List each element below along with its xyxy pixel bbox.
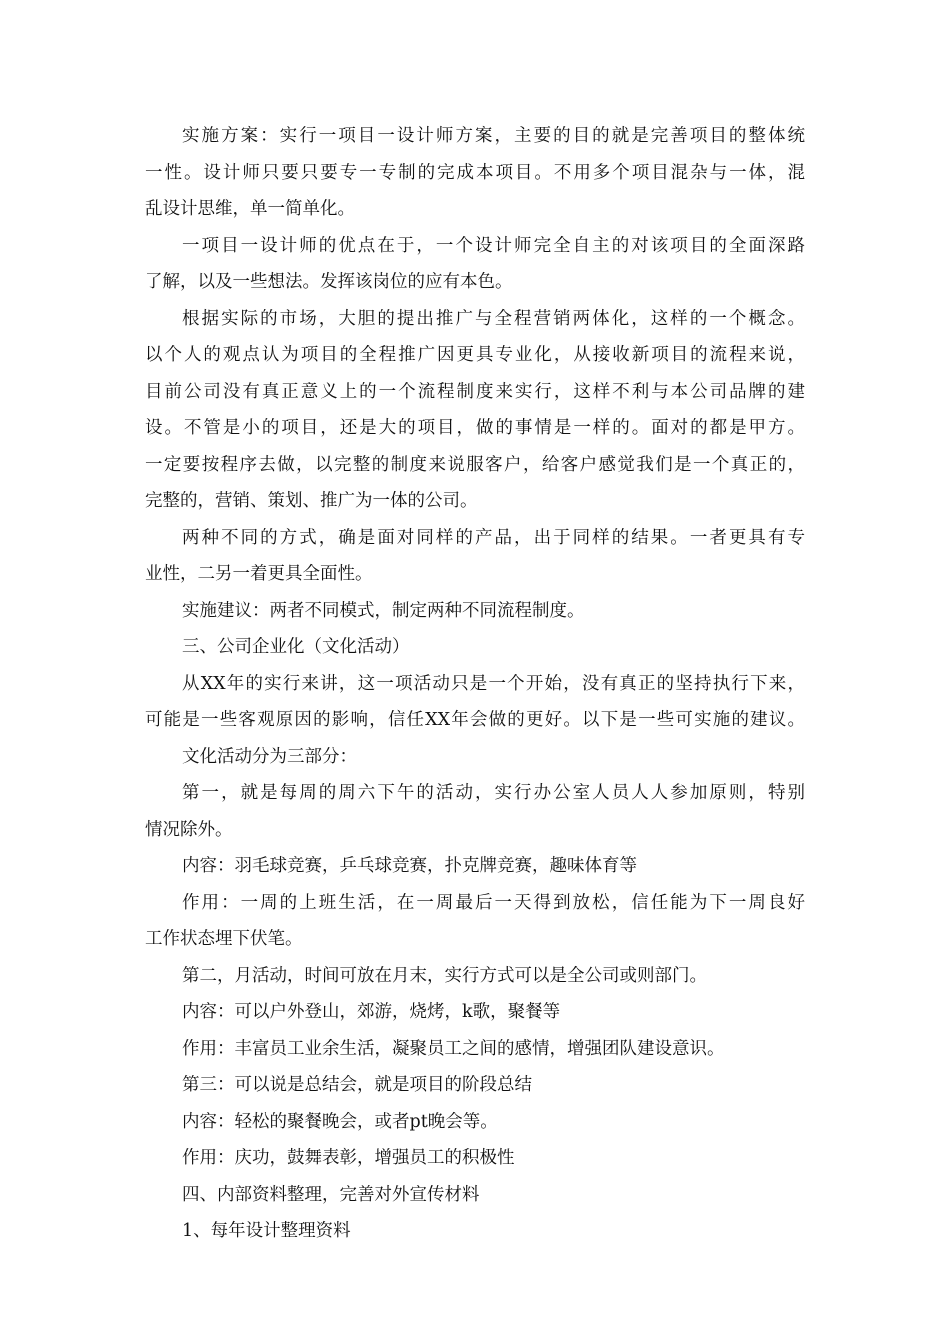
paragraph-line: 实施建议：两者不同模式，制定两种不同流程制度。 — [182, 600, 585, 621]
section-heading: 三、公司企业化（文化活动） — [182, 637, 410, 657]
paragraph-line: 工作状态埋下伏笔。 — [145, 929, 303, 949]
paragraph-line: 第二，月活动，时间可放在月末，实行方式可以是全公司或则部门。 — [182, 965, 707, 986]
paragraph-line: 设。不管是小的项目，还是大的项目，做的事情是一样的。面对的都是甲方。 — [145, 418, 805, 438]
paragraph-line: 一项目一设计师的优点在于，一个设计师完全自主的对该项目的全面深路 — [182, 235, 805, 256]
paragraph-line: 以个人的观点认为项目的全程推广因更具专业化，从接收新项目的流程来说， — [145, 345, 805, 365]
paragraph-line: 作用：一周的上班生活，在一周最后一天得到放松，信任能为下一周良好 — [182, 892, 805, 913]
paragraph-line: 情况除外。 — [145, 819, 233, 840]
paragraph-line: 业性，二另一着更具全面性。 — [145, 564, 373, 584]
paragraph-line: 内容：可以户外登山，郊游，烧烤，k歌，聚餐等 — [182, 1002, 561, 1022]
paragraph-line: 可能是一些客观原因的影响，信任XX年会做的更好。以下是一些可实施的建议。 — [145, 710, 805, 730]
paragraph-line: 目前公司没有真正意义上的一个流程制度来实行，这样不利与本公司品牌的建 — [145, 381, 805, 402]
paragraph-line: 文化活动分为三部分： — [182, 746, 357, 767]
paragraph-line: 完整的，营销、策划、推广为一体的公司。 — [145, 491, 478, 511]
paragraph-line: 作用：丰富员工业余生活，凝聚员工之间的感情，增强团队建设意识。 — [182, 1038, 725, 1059]
paragraph-line: 内容：羽毛球竞赛，乒乓球竞赛，扑克牌竞赛，趣味体育等 — [182, 856, 637, 876]
paragraph-line: 根据实际的市场，大胆的提出推广与全程营销两体化，这样的一个概念。 — [182, 308, 805, 329]
paragraph-line: 作用：庆功，鼓舞表彰，增强员工的积极性 — [182, 1148, 515, 1168]
paragraph-line: 一性。设计师只要只要专一专制的完成本项目。不用多个项目混杂与一体，混 — [145, 162, 805, 183]
paragraph-line: 两种不同的方式，确是面对同样的产品，出于同样的结果。一者更具有专 — [182, 527, 805, 548]
paragraph-line: 实施方案：实行一项目一设计师方案，主要的目的就是完善项目的整体统 — [182, 126, 805, 146]
paragraph-line: 了解，以及一些想法。发挥该岗位的应有本色。 — [145, 272, 513, 292]
paragraph-line: 第三：可以说是总结会，就是项目的阶段总结 — [182, 1075, 532, 1095]
list-item: 1、每年设计整理资料 — [182, 1221, 351, 1241]
document-body — [145, 118, 805, 1250]
paragraph-line: 内容：轻松的聚餐晚会，或者pt晚会等。 — [182, 1111, 498, 1132]
paragraph-line: 第一，就是每周的周六下午的活动，实行办公室人员人人参加原则，特别 — [182, 783, 805, 803]
section-heading: 四、内部资料整理，完善对外宣传材料 — [182, 1184, 480, 1205]
paragraph-line: 乱设计思维，单一简单化。 — [145, 199, 355, 219]
paragraph-line: 从XX年的实行来讲，这一项活动只是一个开始，没有真正的坚持执行下来， — [182, 673, 805, 694]
paragraph-line: 一定要按程序去做，以完整的制度来说服客户，给客户感觉我们是一个真正的， — [145, 454, 805, 475]
